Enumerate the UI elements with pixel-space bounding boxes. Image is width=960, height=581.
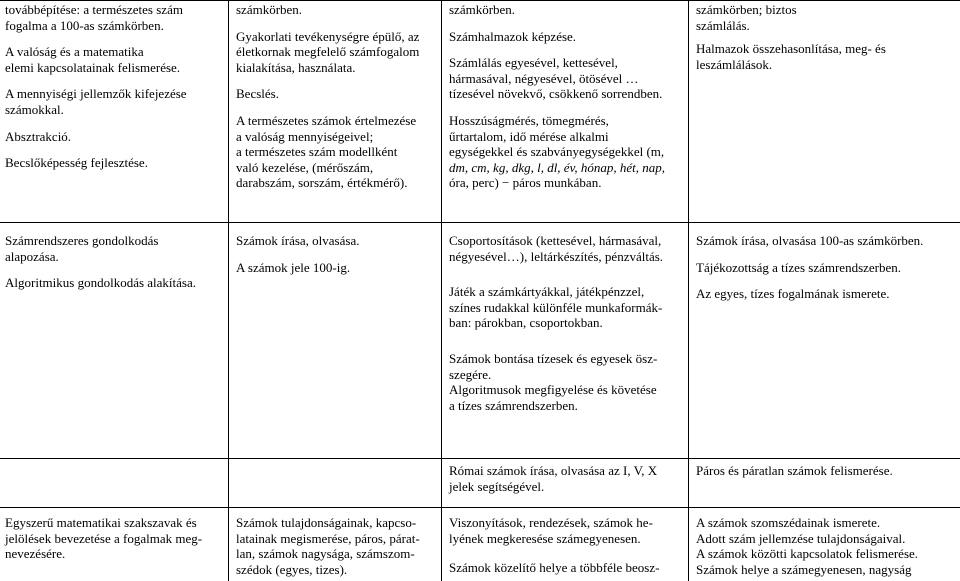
row-divider-3 — [0, 507, 960, 508]
text-line: Számok helye a számegyenesen, nagyság — [696, 561, 912, 577]
row1-col1-goals — [5, 2, 187, 171]
row1-col4-outcomes — [696, 2, 886, 72]
row2-col4-outcomes — [696, 233, 923, 302]
text-line: Halmazok összehasonlítása, meg- és — [696, 41, 886, 57]
row-divider-1 — [0, 222, 960, 223]
text-line: kialakítása, használata. — [236, 59, 356, 75]
text-line: Számhalmazok képzése. — [449, 28, 577, 44]
table-border-top — [0, 0, 960, 1]
text-line: továbbépítése: a természetes szám — [5, 2, 183, 17]
text-line: színes rudakkal különféle munkaformák- — [449, 299, 663, 315]
text-line: Számlálás egyesével, kettesével, — [449, 55, 618, 71]
text-line: Játék a számkártyákkal, játékpénzzel, — [449, 284, 645, 300]
text-line: A számok jele 100-ig. — [236, 259, 351, 275]
text-line: Gyakorlati tevékenységre épülő, az — [236, 28, 420, 44]
text-line: darabszám, sorszám, értékmérő). — [236, 175, 408, 191]
text-line: dm, cm, kg, dkg, l, dl, év, hónap, hét, nap, — [449, 159, 666, 175]
row4-col3-activities — [449, 515, 659, 576]
row3-col4-outcomes — [696, 463, 893, 479]
text-line: Az egyes, tízes fogalmának ismerete. — [696, 286, 890, 302]
row1-col2-knowledge — [236, 2, 419, 191]
text-line: számkörben; biztos — [696, 2, 797, 17]
text-line: hármasával, négyesével, ötösével … — [449, 70, 639, 86]
text-line: A számok szomszédainak ismerete. — [696, 515, 881, 530]
text-line: A valóság és a matematika — [5, 44, 144, 60]
text-line: szédok (egyes, tizes). — [236, 561, 348, 577]
text-line: leszámlálások. — [696, 56, 773, 72]
text-line: Algoritmikus gondolkodás alakítása. — [5, 275, 197, 291]
text-line: nevezésére. — [5, 546, 66, 562]
text-line: lyének megkeresése számegyenesen. — [449, 530, 641, 546]
text-line: A számok közötti kapcsolatok felismerése. — [696, 546, 919, 562]
text-line: jelölések bevezetése a fogalmak meg- — [5, 530, 203, 546]
text-line: Páros és páratlan számok felismerése. — [696, 463, 893, 478]
text-line: lan, számok nagysága, számszom- — [236, 546, 415, 562]
text-line: számkörben. — [449, 2, 516, 17]
row2-col1-goals — [5, 233, 196, 291]
text-line: Számok közelítő helye a többféle beosz- — [449, 560, 660, 576]
text-line: szegére. — [449, 366, 492, 382]
text-line: életkornak megfelelő számfogalom — [236, 44, 420, 60]
row3-col3-activities — [449, 463, 657, 494]
text-line: számkörben. — [236, 2, 303, 17]
text-line: Adott szám jellemzése tulajdonságaival. — [696, 530, 906, 546]
text-line: Tájékozottság a tízes számrendszerben. — [696, 259, 902, 275]
row2-col3-activities — [449, 233, 663, 413]
text-line: Becslés. — [236, 86, 279, 102]
text-line: Számok tulajdonságainak, kapcso- — [236, 515, 417, 530]
row4-col2-knowledge — [236, 515, 420, 577]
text-line: a természetes szám modellként — [236, 144, 398, 160]
text-line: ban: párokban, csoportokban. — [449, 315, 603, 331]
text-line: A természetes számok értelmezése — [236, 112, 417, 128]
text-line: négyesével…), leltárkészítés, pénzváltás. — [449, 248, 664, 264]
column-divider-3 — [688, 0, 689, 581]
row4-col4-outcomes — [696, 515, 918, 577]
text-line: számlálás. — [696, 17, 750, 33]
text-line: való kezelése, (mérőszám, — [236, 159, 374, 175]
text-line: Római számok írása, olvasása az I, V, X — [449, 463, 658, 478]
row1-col3-activities — [449, 2, 665, 191]
row-divider-2 — [0, 458, 960, 459]
text-line: Csoportosítások (kettesével, hármasával, — [449, 233, 662, 248]
text-line: Viszonyítások, rendezések, számok he- — [449, 515, 653, 530]
text-line: tízesével növekvő, csökkenő sorrendben. — [449, 86, 663, 102]
text-line: Egyszerű matematikai szakszavak és — [5, 515, 197, 530]
text-line: jelek segítségével. — [449, 478, 545, 494]
text-line: Algoritmusok megfigyelése és követése — [449, 382, 657, 398]
row2-col2-knowledge — [236, 233, 359, 275]
text-line: Hosszúságmérés, tömegmérés, — [449, 112, 609, 128]
text-line: latainak megismerése, páros, párat- — [236, 530, 420, 546]
text-line: alapozása. — [5, 248, 59, 264]
text-line: egységekkel és szabványegységekkel (m, — [449, 144, 665, 160]
text-line: Számok írása, olvasása 100-as számkörben. — [696, 233, 924, 248]
column-divider-2 — [441, 0, 442, 581]
text-line: Becslőképesség fejlesztése. — [5, 155, 148, 171]
text-line: Számok bontása tízesek és egyesek ösz- — [449, 350, 658, 366]
text-line: A mennyiségi jellemzők kifejezése — [5, 86, 187, 102]
column-divider-1 — [228, 0, 229, 581]
text-line: fogalma a 100-as számkörben. — [5, 17, 164, 33]
text-line: űrtartalom, idő mérése alkalmi — [449, 128, 609, 144]
text-line: Számrendszeres gondolkodás — [5, 233, 159, 248]
text-line: a valóság mennyiségeivel; — [236, 128, 374, 144]
text-line: Számok írása, olvasása. — [236, 233, 360, 248]
text-line: óra, perc) − páros munkában. — [449, 175, 602, 191]
text-line: a tízes számrendszerben. — [449, 397, 578, 413]
row4-col1-goals — [5, 515, 202, 562]
text-line: számokkal. — [5, 101, 64, 117]
text-line: Absztrakció. — [5, 128, 72, 144]
text-line: elemi kapcsolatainak felismerése. — [5, 59, 181, 75]
